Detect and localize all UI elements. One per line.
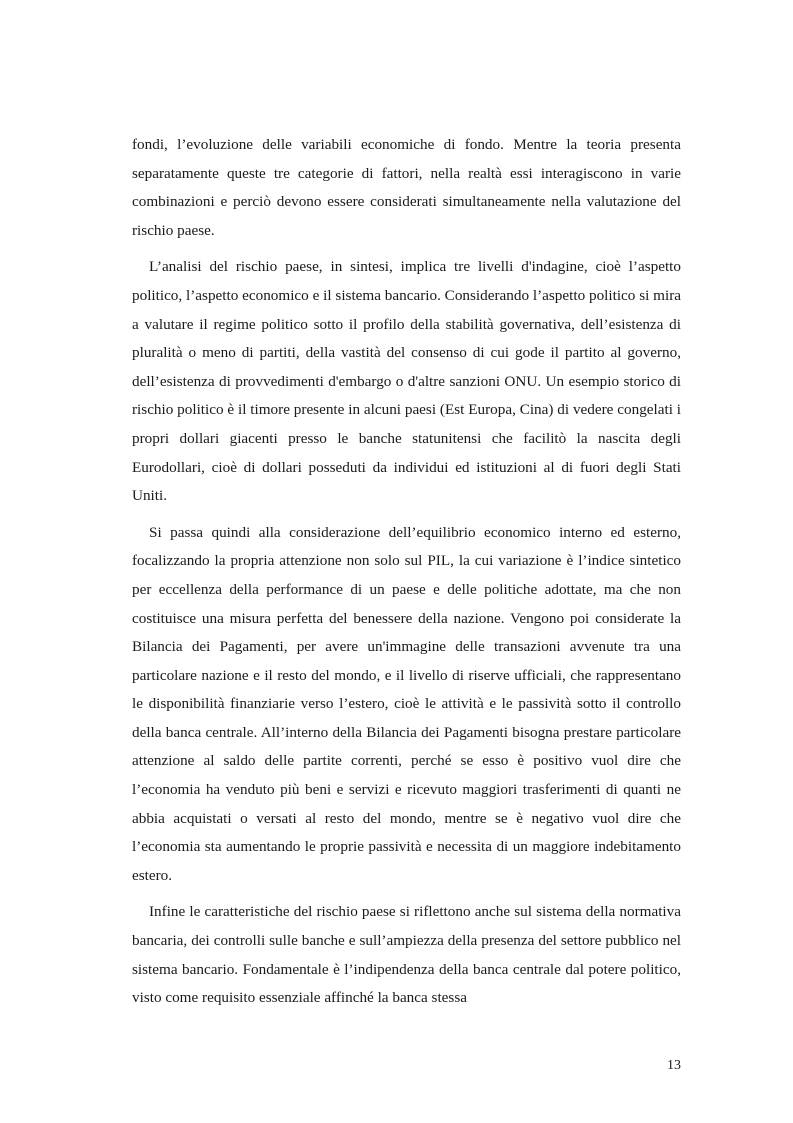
body-text	[132, 131, 681, 1021]
paragraph-economic-balance: Si passa quindi alla considerazione dell’equilibrio economico interno ed esterno, focalizzando la propria attenzione non solo sul PIL, la cui variazione è l’indice sintetico per eccellenza della performance di un paese e delle politiche adottate, ma che non costituisce una misura perfetta del benessere della nazione. Vengono poi considerate la Bilancia dei Pagamenti, per avere un'immagine delle transazioni avvenute tra una particolare nazione e il resto del mondo, e il livello di riserve ufficiali, che rappresentano le disponibilità finanziarie verso l’estero, cioè le attività e le passività sotto il controllo della banca centrale. All’interno della Bilancia dei Pagamenti bisogna prestare particolare attenzione al saldo delle partite correnti, perché se esso è positivo vuol dire che l’economia ha venduto più beni e servizi e ricevuto maggiori trasferimenti di quanti ne abbia acquistati o versati al resto del mondo, mentre se è negativo vuol dire che l’economia sta aumentando le proprie passività e necessita di un maggiore indebitamento estero.	[132, 523, 681, 884]
paragraph-continuation: fondi, l’evoluzione delle variabili economiche di fondo. Mentre la teoria presenta separatamente queste tre categorie di fattori, nella realtà essi interagiscono in varie combinazioni e perciò devono essere considerati simultaneamente nella valutazione del rischio paese.	[132, 136, 681, 239]
paragraph-political-analysis: L’analisi del rischio paese, in sintesi, implica tre livelli d'indagine, cioè l’aspetto politico, l’aspetto economico e il sistema bancario. Considerando l’aspetto politico si mira a valutare il regime politico sotto il profilo della stabilità governativa, dell’esistenza di pluralità o meno di partiti, della vastità del consenso di cui gode il partito al governo, dell’esistenza di provvedimenti d'embargo o d'altre sanzioni ONU. Un esempio storico di rischio politico è il timore presente in alcuni paesi (Est Europa, Cina) di vedere congelati i propri dollari giacenti presso le banche statunitensi che facilitò la nascita degli Eurodollari, cioè di dollari posseduti da individui ed istituzioni al di fuori degli Stati Uniti.	[132, 258, 681, 505]
paragraph-banking-system: Infine le caratteristiche del rischio paese si riflettono anche sul sistema della normativa bancaria, dei controlli sulle banche e sull’ampiezza della presenza del settore pubblico nel sistema bancario. Fondamentale è l’indipendenza della banca centrale dal potere politico, visto come requisito essenziale affinché la banca stessa	[132, 903, 681, 1007]
page-number: 13	[667, 1058, 681, 1073]
